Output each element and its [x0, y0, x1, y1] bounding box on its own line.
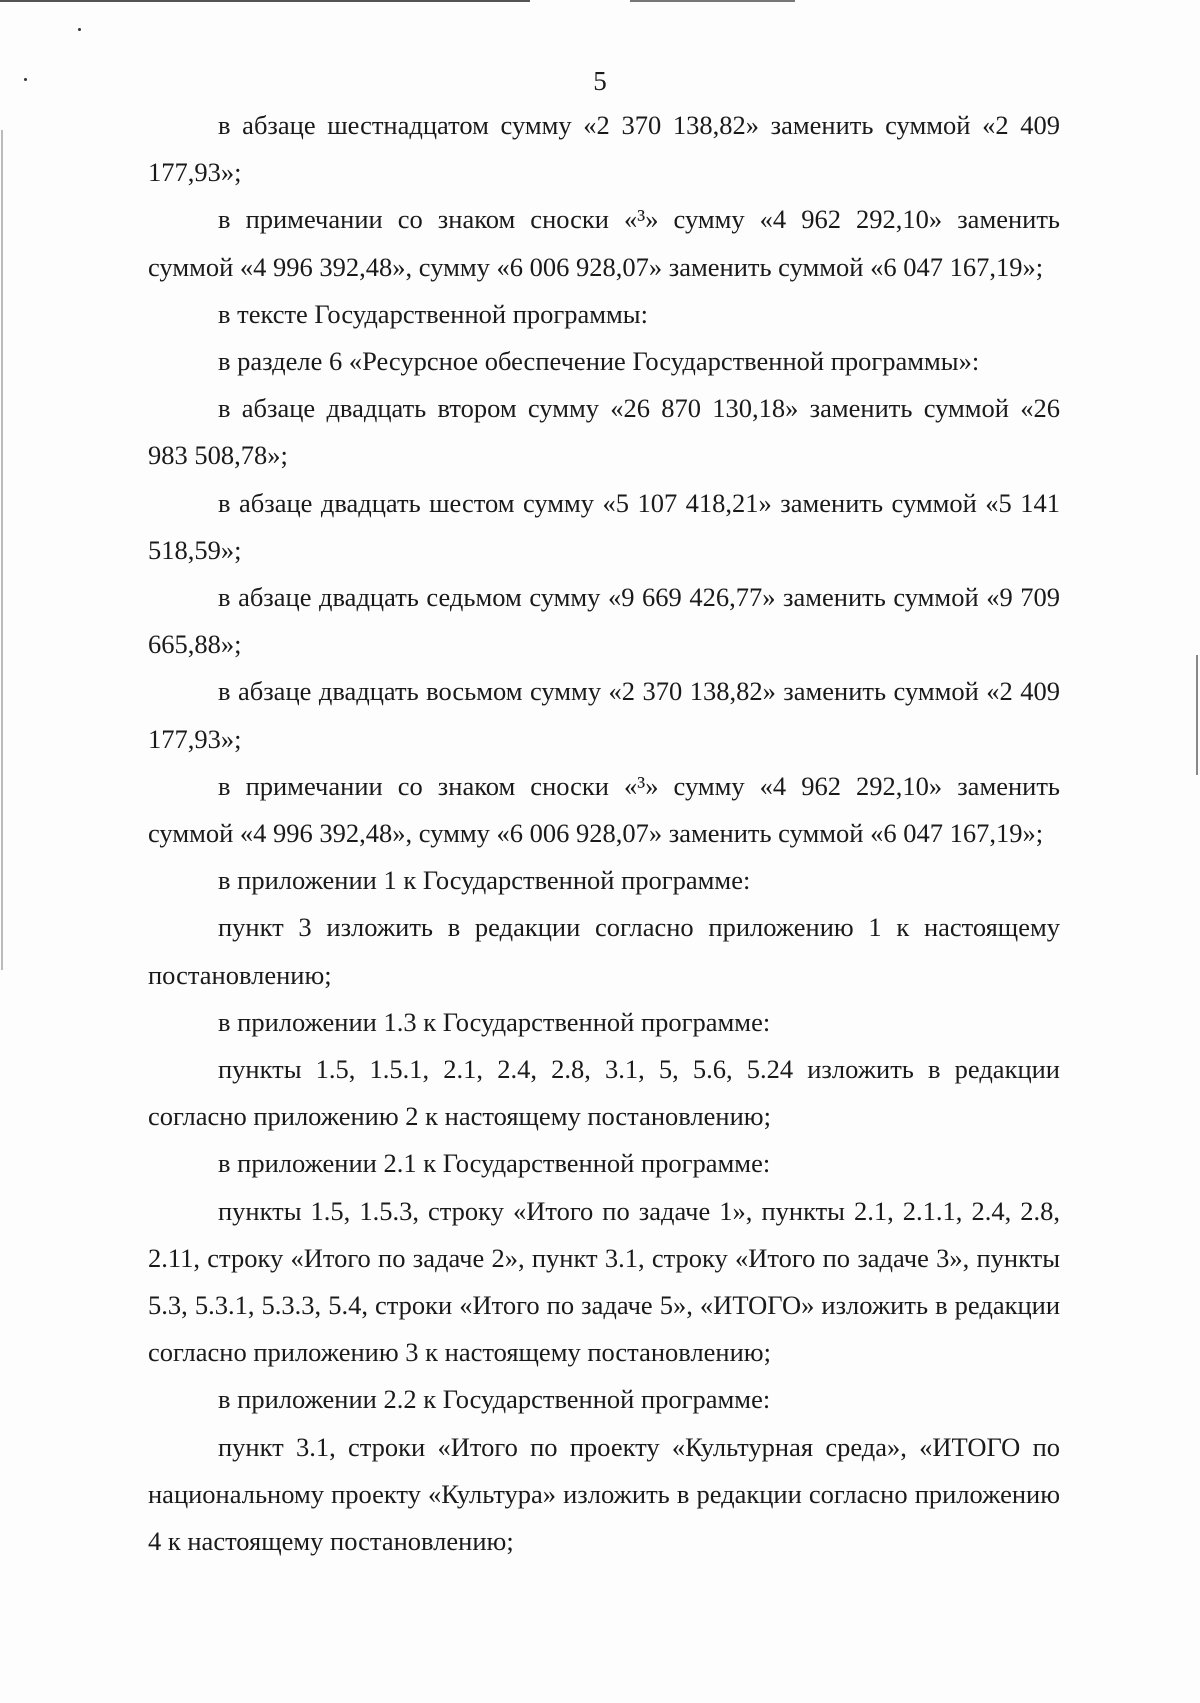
paragraph: в приложении 2.2 к Государственной программе: [218, 1384, 771, 1415]
scan-edge-line [0, 0, 530, 2]
scan-edge-line [1196, 655, 1198, 775]
paragraph: в приложении 1.3 к Государственной программе: [218, 1006, 771, 1037]
paragraph: в разделе 6 «Ресурсное обеспечение Государственной программы»: [218, 346, 980, 377]
paragraph: в приложении 2.1 к Государственной программе: [218, 1148, 771, 1179]
paragraph: в абзаце двадцать восьмом сумму «2 370 138,82» заменить суммой «2 409 177,93»; [148, 676, 1060, 754]
paragraph: в абзаце шестнадцатом сумму «2 370 138,82» заменить суммой «2 409 177,93»; [148, 110, 1060, 188]
paragraph: пункт 3 изложить в редакции согласно приложению 1 к настоящему постановлению; [148, 912, 1060, 990]
document-body [148, 102, 1060, 1565]
paragraph: пункты 1.5, 1.5.3, строку «Итого по задаче 1», пункты 2.1, 2.1.1, 2.4, 2.8, 2.11, строку «Итого по задаче 2», пункт 3.1, строку «Итого по задаче 3», пункты 5.3, 5.3.1, 5.3.3, 5.4, строки «Итого по задаче 5», «ИТОГО» изложить в редакции согласно приложению 3 к настоящему постановлению; [148, 1195, 1060, 1368]
paragraph: в абзаце двадцать втором сумму «26 870 130,18» заменить суммой «26 983 508,78»; [148, 393, 1060, 471]
paragraph: в примечании со знаком сноски «³» сумму «4 962 292,10» заменить суммой «4 996 392,48», сумму «6 006 928,07» заменить суммой «6 047 167,19»; [148, 770, 1060, 849]
paragraph: в абзаце двадцать седьмом сумму «9 669 426,77» заменить суммой «9 709 665,88»; [148, 582, 1060, 660]
page-number: 5 [593, 66, 607, 96]
scan-edge-line [1, 130, 3, 970]
scan-speck [78, 28, 81, 31]
paragraph: в абзаце двадцать шестом сумму «5 107 418,21» заменить суммой «5 141 518,59»; [148, 487, 1060, 565]
paragraph: в приложении 1 к Государственной программе: [218, 865, 751, 896]
scan-edge-line [630, 0, 795, 2]
paragraph: в тексте Государственной программы: [218, 298, 648, 329]
paragraph: в примечании со знаком сноски «³» сумму «4 962 292,10» заменить суммой «4 996 392,48», сумму «6 006 928,07» заменить суммой «6 047 167,19»; [148, 204, 1060, 282]
paragraph: пункты 1.5, 1.5.1, 2.1, 2.4, 2.8, 3.1, 5, 5.6, 5.24 изложить в редакции согласно приложению 2 к настоящему постановлению; [148, 1054, 1060, 1132]
paragraph: пункт 3.1, строки «Итого по проекту «Культурная среда», «ИТОГО по национальному проекту «Культура» изложить в редакции согласно приложению 4 к настоящему постановлению; [148, 1431, 1060, 1557]
